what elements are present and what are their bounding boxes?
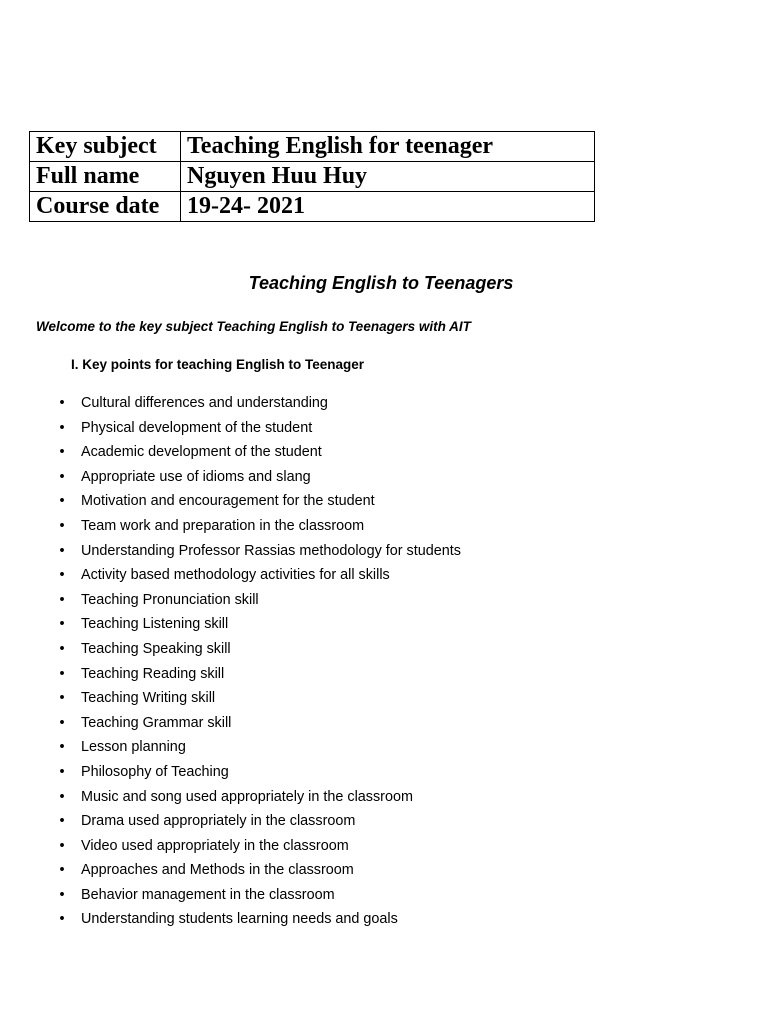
bullet-icon: • [59,419,65,436]
bullet-icon: • [59,567,65,584]
list-item [55,688,461,713]
welcome-text: Welcome to the key subject Teaching English to Teenagers with AIT [36,319,471,334]
list-item-text: Teaching Listening skill [81,616,229,633]
list-item-text: Video used appropriately in the classroom [81,837,349,854]
section-heading: I. Key points for teaching English to Teenager [71,357,365,372]
key-subject-label: Key subject [30,132,181,162]
bullet-icon: • [59,395,65,411]
list-item-text: Understanding Professor Rassias methodology for students [81,542,461,559]
list-item [55,393,461,418]
list-item [55,516,461,541]
list-item-text: Appropriate use of idioms and slang [81,468,311,485]
list-item-text: Music and song used appropriately in the classroom [81,788,413,805]
course-date-value: 19-24- 2021 [181,192,595,222]
course-info-table [29,131,595,222]
list-item [55,836,461,861]
list-item [55,762,461,787]
bullet-icon: • [59,911,65,928]
list-item [55,811,461,836]
bullet-icon: • [59,886,65,903]
list-item [55,664,461,689]
bullet-icon: • [59,517,65,534]
list-item-text: Approaches and Methods in the classroom [81,862,354,879]
key-points-list [55,393,461,934]
course-date-label: Course date [30,192,181,222]
bullet-icon: • [59,763,65,780]
key-subject-value: Teaching English for teenager [181,132,595,162]
bullet-icon: • [59,714,65,731]
table-row [30,132,595,162]
list-item-text: Teaching Pronunciation skill [81,591,259,608]
table-row [30,192,595,222]
list-item-text: Academic development of the student [81,444,322,461]
bullet-icon: • [59,616,65,633]
bullet-icon: • [59,493,65,510]
list-item-text: Teaching Writing skill [81,690,216,707]
list-item-text: Cultural differences and understanding [81,395,328,411]
bullet-icon: • [59,837,65,854]
bullet-icon: • [59,468,65,485]
list-item-text: Teaching Reading skill [81,665,225,682]
list-item-text: Lesson planning [81,739,186,756]
full-name-label: Full name [30,162,181,192]
list-item-text: Understanding students learning needs and goals [81,911,398,928]
document-title: Teaching English to Teenagers [248,273,514,293]
list-item [55,639,461,664]
list-item [55,713,461,738]
list-item-text: Teaching Grammar skill [81,714,232,731]
table-row [30,162,595,192]
list-item-text: Activity based methodology activities for all skills [81,567,390,584]
bullet-icon: • [59,542,65,559]
list-item-text: Physical development of the student [81,419,313,436]
bullet-icon: • [59,862,65,879]
list-item [55,467,461,492]
list-item [55,909,461,934]
list-item [55,442,461,467]
list-item [55,418,461,443]
list-item-text: Teaching Speaking skill [81,640,231,657]
list-item-text: Behavior management in the classroom [81,886,335,903]
bullet-icon: • [59,444,65,461]
list-item-text: Philosophy of Teaching [81,763,229,780]
list-item [55,860,461,885]
full-name-value: Nguyen Huu Huy [181,162,595,192]
list-item-text: Drama used appropriately in the classroom [81,813,356,830]
list-item [55,737,461,762]
bullet-icon: • [59,739,65,756]
list-item-text: Team work and preparation in the classroom [81,517,365,534]
list-item [55,590,461,615]
list-item [55,491,461,516]
list-item-text: Motivation and encouragement for the student [81,493,375,510]
list-item [55,614,461,639]
bullet-icon: • [59,690,65,707]
bullet-icon: • [59,591,65,608]
bullet-icon: • [59,813,65,830]
list-item [55,885,461,910]
bullet-icon: • [59,788,65,805]
list-item [55,787,461,812]
bullet-icon: • [59,640,65,657]
list-item [55,565,461,590]
list-item [55,541,461,566]
bullet-icon: • [59,665,65,682]
